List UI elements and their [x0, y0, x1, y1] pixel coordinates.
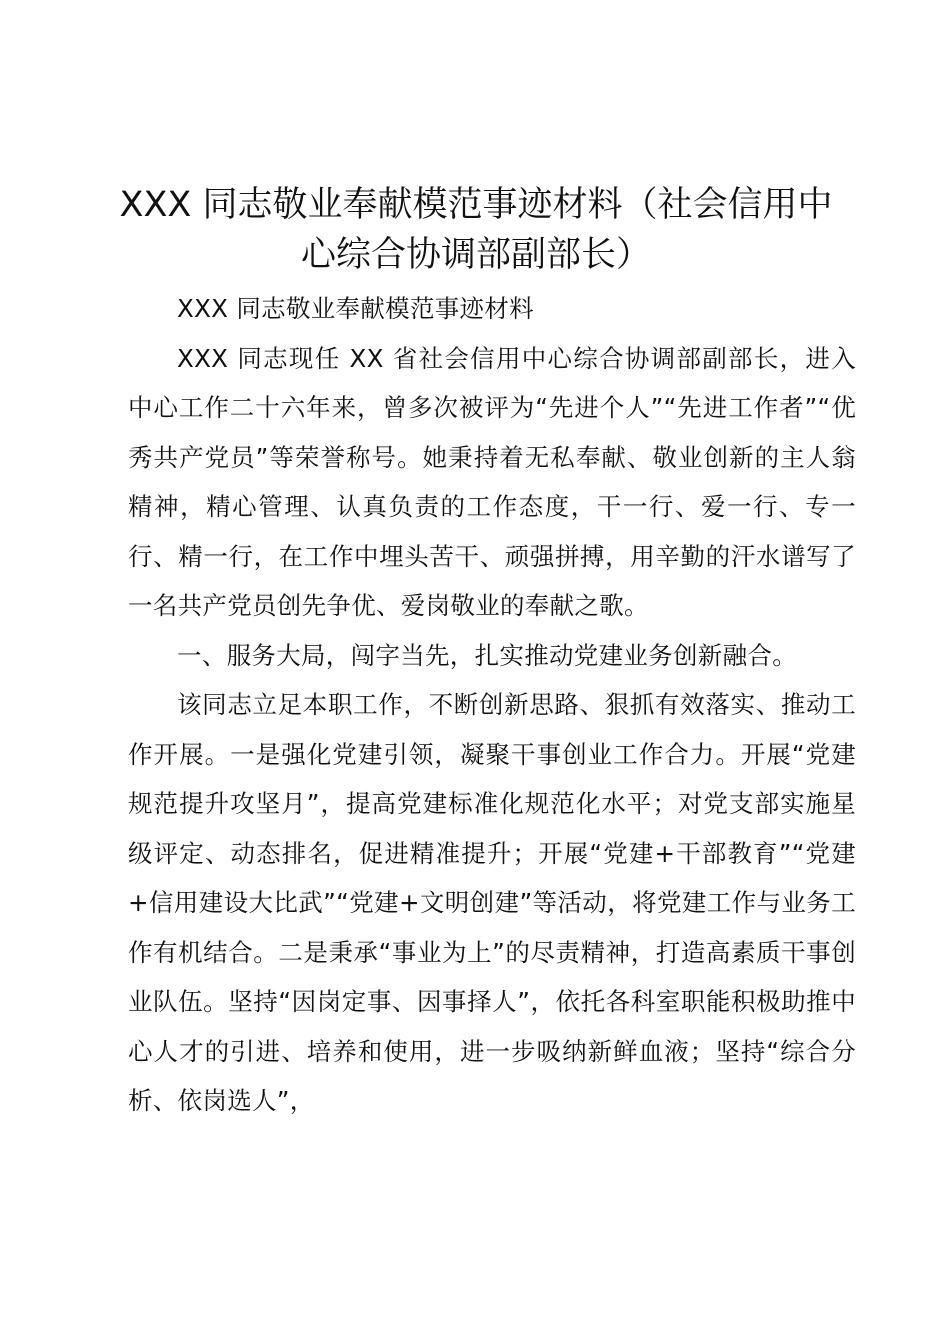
subtitle-paragraph: XXX 同志敬业奉献模范事迹材料	[177, 294, 534, 323]
document-title: XXX 同志敬业奉献模范事迹材料（社会信用中心综合协调部副部长）	[119, 185, 833, 275]
document-body	[128, 284, 856, 1126]
section-heading: 一、服务大局，闯字当先，扎实推动党建业务创新融合。	[177, 640, 797, 670]
section-paragraph: 该同志立足本职工作，不断创新思路、狠抓有效落实、推动工作开展。一是强化党建引领，凝聚干事创业工作合力。开展“党建规范提升攻坚月”，提高党建标准化规范化水平；对党支部实施星级评定、动态排名，促进精准提升；开展“党建+干部教育”“党建+信用建设大比武”“党建+文明创建”等活动，将党建工作与业务工作有机结合。二是秉承“事业为上”的尽责精神，打造高素质干事创业队伍。坚持“因岗定事、因事择人”，依托各科室职能积极助推中心人才的引进、培养和使用，进一步吸纳新鲜血液；坚持“综合分析、依岗选人”，	[128, 690, 856, 1115]
intro-paragraph: XXX 同志现任 XX 省社会信用中心综合协调部副部长，进入中心工作二十六年来，曾多次被评为“先进个人”“先进工作者”“优秀共产党员”等荣誉称号。她秉持着无私奉献、敬业创新的主人翁精神，精心管理、认真负责的工作态度，干一行、爱一行、专一行、精一行，在工作中埋头苦干、顽强拼搏，用辛勤的汗水谱写了一名共产党员创先争优、爱岗敬业的奉献之歌。	[128, 343, 856, 620]
